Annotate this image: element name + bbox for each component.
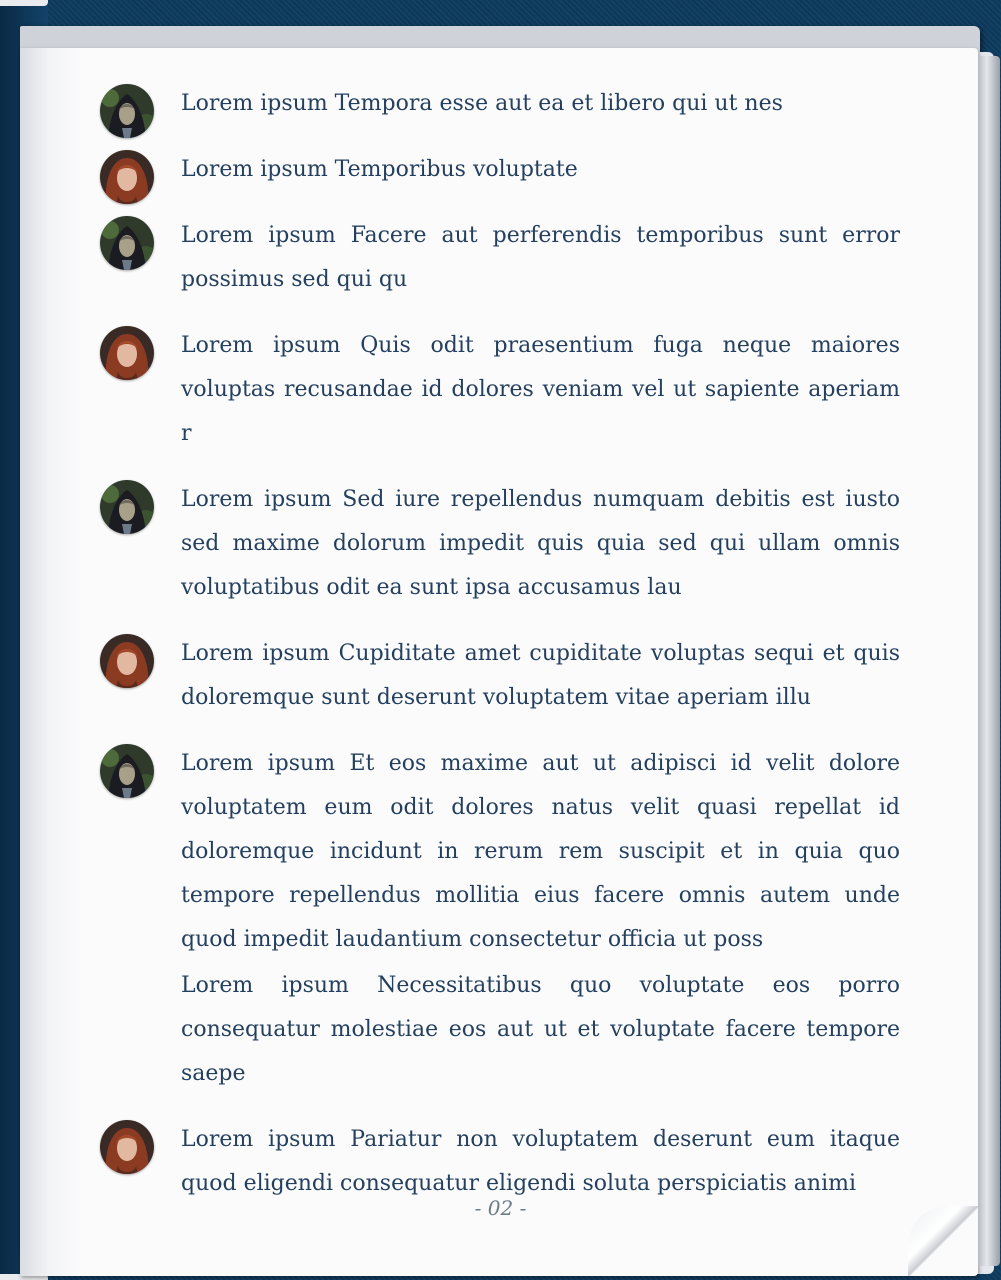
- dialogue-entry: [100, 962, 900, 1096]
- dialogue-text: Lorem ipsum Tempora esse aut ea et libero qui ut nes: [181, 91, 783, 116]
- page-edge: [978, 56, 1000, 1266]
- witch-avatar-icon: [100, 216, 154, 270]
- dialogue-entry: [100, 80, 900, 138]
- red-haired-girl-avatar-icon: [100, 1120, 154, 1174]
- red-haired-girl-avatar-icon: [100, 150, 154, 204]
- dialogue-entry: [100, 322, 900, 456]
- dialogue-entry: [100, 212, 900, 302]
- page-number: - 02 -: [474, 1196, 527, 1220]
- dialogue-text: Lorem ipsum Quis odit praesentium fuga neque maiores voluptas recusandae id dolores veniam vel ut sapiente aperiam r: [181, 333, 900, 446]
- dialogue-entry: [100, 630, 900, 720]
- dialogue-text: Lorem ipsum Cupiditate amet cupiditate voluptas sequi et quis doloremque sunt deserunt voluptatem vitae aperiam illu: [181, 641, 900, 710]
- dialogue-text: Lorem ipsum Pariatur non voluptatem deserunt eum itaque quod eligendi consequatur eligendi soluta perspiciatis animi: [181, 1127, 900, 1196]
- dialogue-text: Lorem ipsum Necessitatibus quo voluptate eos porro consequatur molestiae eos aut ut et voluptate facere tempore saepe: [181, 973, 900, 1086]
- dialogue-text: Lorem ipsum Temporibus voluptate: [181, 157, 578, 182]
- red-haired-girl-avatar-icon: [100, 634, 154, 688]
- witch-avatar-icon: [100, 480, 154, 534]
- dialogue-text: Lorem ipsum Facere aut perferendis temporibus sunt error possimus sed qui qu: [181, 223, 900, 292]
- red-haired-girl-avatar-icon: [100, 326, 154, 380]
- dialogue-text: Lorem ipsum Sed iure repellendus numquam debitis est iusto sed maxime dolorum impedit quis quia sed qui ullam omnis voluptatibus odit ea sunt ipsa accusamus lau: [181, 487, 900, 600]
- dialogue-entry: [100, 146, 900, 204]
- dialogue-entry: [100, 1116, 900, 1206]
- page-tab-top: [0, 0, 48, 6]
- dialogue-list: [100, 80, 900, 1226]
- dialogue-entry: [100, 476, 900, 610]
- witch-avatar-icon: [100, 744, 154, 798]
- dialogue-text: Lorem ipsum Et eos maxime aut ut adipisci id velit dolore voluptatem eum odit dolores natus velit quasi repellat id doloremque incidunt in rerum rem suscipit et in quia quo tempore repellendus mollitia eius facere omnis autem unde quod impedit laudantium consectetur officia ut poss: [181, 751, 900, 952]
- dialogue-entry: [100, 740, 900, 962]
- witch-avatar-icon: [100, 84, 154, 138]
